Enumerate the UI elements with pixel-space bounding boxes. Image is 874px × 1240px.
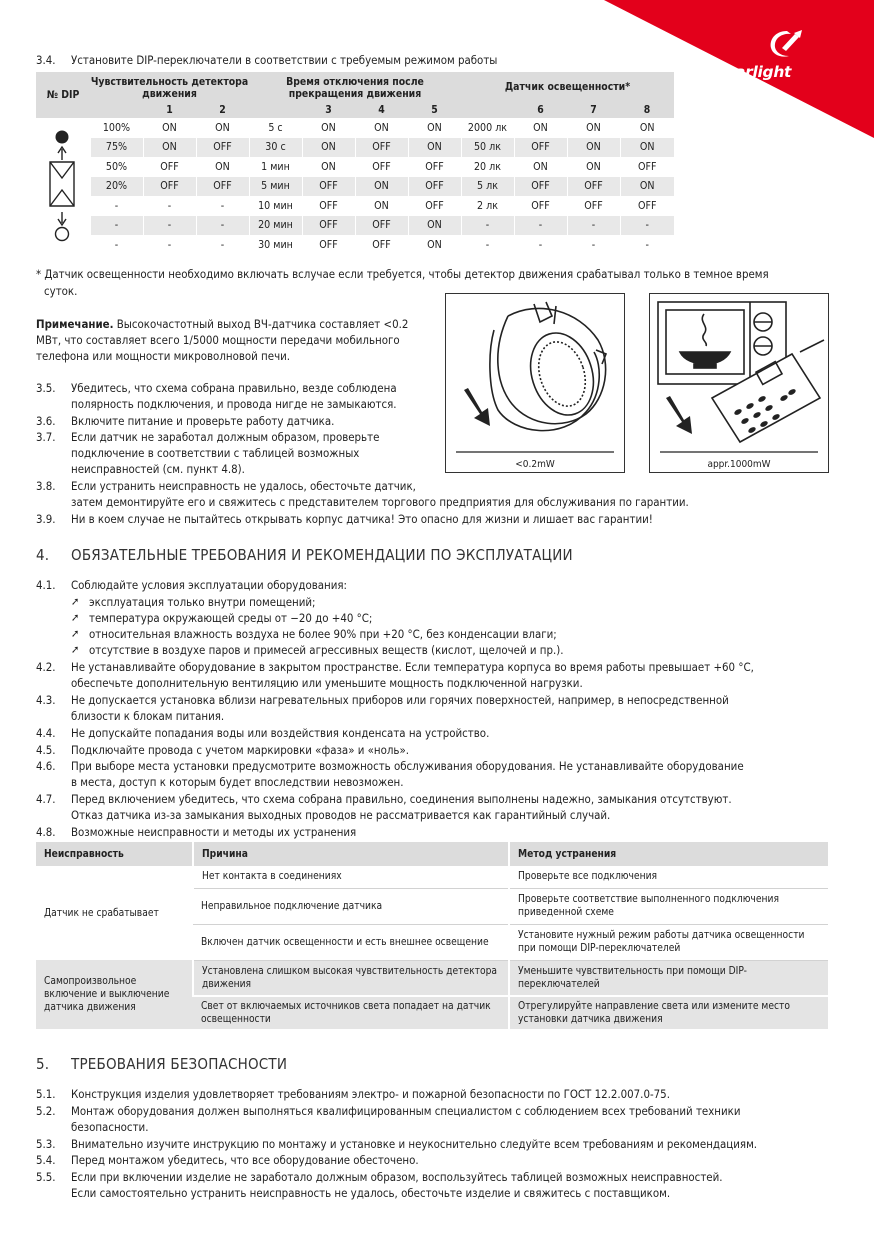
item-text: затем демонтируйте его и свяжитесь с представителем торгового предприятия для обслуживания по гарантии. — [71, 495, 689, 509]
section-title: ТРЕБОВАНИЯ БЕЗОПАСНОСТИ — [71, 1055, 288, 1073]
item-text: Внимательно изучите инструкцию по монтажу и установке и неукоснительно следуйте всем требованиям и рекомендациям. — [71, 1137, 758, 1151]
footnote-line: суток. — [44, 284, 78, 298]
dip-cell: ON — [514, 118, 567, 138]
dip-cell: 100% — [90, 118, 143, 138]
item-number: 4.7. — [36, 792, 56, 806]
item-text: в места, доступ к которым будет впоследствии невозможен. — [71, 775, 404, 789]
dip-cell: ON — [620, 118, 674, 138]
dip-cell: OFF — [143, 177, 196, 197]
item-number: 4.1. — [36, 578, 56, 592]
dip-cell: - — [620, 235, 674, 255]
item-text: неисправностей (см. пункт 4.8). — [71, 462, 245, 476]
note-text: МВт, что составляет всего 1/5000 мощности передачи мобильного — [36, 333, 400, 347]
dip-cell: ON — [143, 118, 196, 138]
dip-cell: OFF — [196, 177, 249, 197]
dip-cell: ON — [143, 138, 196, 158]
item-number: 3.5. — [36, 381, 56, 395]
arlight-logo — [735, 28, 835, 88]
dip-cell: OFF — [567, 177, 620, 197]
dip-cell: - — [90, 235, 143, 255]
note-paragraph — [36, 316, 408, 332]
dip-row — [36, 177, 674, 197]
item-number: 4.2. — [36, 660, 56, 674]
dip-cell: ON — [620, 177, 674, 197]
figure-caption: <0.2mW — [515, 459, 555, 470]
fault-cell: Самопроизвольное включение и выключение датчика движения — [36, 960, 193, 1030]
dip-cell: ON — [302, 118, 355, 138]
bullet-arrow-icon: ➚ — [71, 643, 80, 656]
dip-cell: ON — [302, 157, 355, 177]
bullet-text: температура окружающей среды от −20 до +40 °С; — [89, 611, 373, 625]
note-label: Примечание. — [36, 317, 114, 331]
item-text: безопасности. — [71, 1120, 149, 1134]
bullet-text: относительная влажность воздуха не более 90% при +20 °С, без конденсации влаги; — [89, 627, 557, 641]
dip-cell: OFF — [514, 177, 567, 197]
dip-cell: OFF — [302, 196, 355, 216]
cause-cell: Нет контакта в соединениях — [193, 866, 509, 888]
cause-header: Причина — [193, 842, 509, 866]
dip-row — [36, 157, 674, 177]
dip-row — [36, 196, 674, 216]
dip-cell: - — [514, 235, 567, 255]
dip-cell: 5 с — [249, 118, 302, 138]
dip-cell: 2000 лк — [461, 118, 514, 138]
header-sensitivity: Чувствительность детектора движения — [90, 72, 249, 102]
fault-header: Неисправность — [36, 842, 193, 866]
dip-number: 5 — [408, 102, 461, 118]
item-text: Не устанавливайте оборудование в закрытом пространстве. Если температура корпуса во время работы превышает +60 °С, — [71, 660, 754, 674]
dip-row — [36, 235, 674, 255]
dip-cell: ON — [302, 138, 355, 158]
dip-cell: 75% — [90, 138, 143, 158]
dip-cell: - — [620, 216, 674, 236]
dip-cell: OFF — [620, 157, 674, 177]
figure-caption: appr.1000mW — [707, 459, 771, 470]
item-number: 3.9. — [36, 512, 56, 526]
dip-cell: 20 мин — [249, 216, 302, 236]
dip-cell: ON — [567, 118, 620, 138]
dip-cell: OFF — [143, 157, 196, 177]
dip-cell: - — [143, 196, 196, 216]
dip-cell: - — [143, 216, 196, 236]
fault-table — [36, 842, 828, 1031]
dip-cell: ON — [355, 177, 408, 197]
item-text: Если устранить неисправность не удалось, обесточьте датчик, — [71, 479, 416, 493]
dip-number: 1 — [143, 102, 196, 118]
dip-cell: 20% — [90, 177, 143, 197]
item-text: близости к блокам питания. — [71, 709, 225, 723]
dip-cell: - — [143, 235, 196, 255]
item-text: Возможные неисправности и методы их устранения — [71, 825, 357, 839]
dip-cell: - — [90, 196, 143, 216]
item-text: подключение в соответствии с таблицей возможных — [71, 446, 360, 460]
fault-cell: Датчик не срабатывает — [36, 866, 193, 960]
method-header: Метод устранения — [509, 842, 828, 866]
dip-switch-table — [36, 72, 674, 255]
item-number: 5.3. — [36, 1137, 56, 1151]
cause-cell: Свет от включаемых источников света попадает на датчик освещенности — [193, 996, 509, 1030]
dip-cell: 1 мин — [249, 157, 302, 177]
dip-cell: 50 лк — [461, 138, 514, 158]
dip-cell: OFF — [408, 177, 461, 197]
dip-cell: ON — [408, 118, 461, 138]
item-text: Не допускайте попадания воды или воздействия конденсата на устройство. — [71, 726, 490, 740]
dip-number: 7 — [567, 102, 620, 118]
item-number: 4.6. — [36, 759, 56, 773]
cause-cell: Включен датчик освещенности и есть внешнее освещение — [193, 924, 509, 960]
section-heading — [36, 547, 573, 563]
dip-number: 3 — [302, 102, 355, 118]
item-text: При выборе места установки предусмотрите возможность обслуживания оборудования. Не устанавливайте оборудование — [71, 759, 744, 773]
bullet-text: эксплуатация только внутри помещений; — [89, 595, 316, 609]
item-number: 5.4. — [36, 1153, 56, 1167]
dip-cell: OFF — [514, 196, 567, 216]
bullet-arrow-icon: ➚ — [71, 595, 80, 608]
dip-cell: - — [90, 216, 143, 236]
item-text: Перед монтажом убедитесь, что все оборудование обесточено. — [71, 1153, 419, 1167]
section-number: 4. — [36, 546, 50, 564]
dip-number: 8 — [620, 102, 674, 118]
method-cell: Проверьте соответствие выполненного подключения приведенной схеме — [509, 888, 828, 924]
dip-cell: - — [196, 235, 249, 255]
section-title: ОБЯЗАТЕЛЬНЫЕ ТРЕБОВАНИЯ И РЕКОМЕНДАЦИИ ПО ЭКСПЛУАТАЦИИ — [71, 546, 573, 564]
dip-number: 6 — [514, 102, 567, 118]
item-text: Ни в коем случае не пытайтесь открывать корпус датчика! Это опасно для жизни и лишает вас гарантии! — [71, 512, 653, 526]
dip-cell: OFF — [567, 196, 620, 216]
dip-cell: - — [461, 216, 514, 236]
dip-number: 4 — [355, 102, 408, 118]
dip-cell: 50% — [90, 157, 143, 177]
dip-switch-icon — [44, 128, 82, 244]
item-number: 3.7. — [36, 430, 56, 444]
sensor-figure — [445, 293, 625, 473]
dip-cell: - — [514, 216, 567, 236]
item-number: 4.3. — [36, 693, 56, 707]
dip-cell: ON — [514, 157, 567, 177]
note-text: Высокочастотный выход ВЧ-датчика составляет <0.2 — [113, 317, 409, 331]
dip-cell: OFF — [355, 157, 408, 177]
appliances-figure — [649, 293, 829, 473]
bullet-text: отсутствие в воздухе паров и примесей агрессивных веществ (кислот, щелочей и пр.). — [89, 643, 564, 657]
dip-cell: OFF — [408, 196, 461, 216]
dip-cell: - — [196, 196, 249, 216]
dip-row — [36, 118, 674, 138]
item-text: Убедитесь, что схема собрана правильно, везде соблюдена — [71, 381, 397, 395]
item-text: Монтаж оборудования должен выполняться квалифицированным специалистом с соблюдением всех требований техники — [71, 1104, 741, 1118]
item-number: 3.6. — [36, 414, 56, 428]
dip-cell: ON — [408, 216, 461, 236]
item-number: 4.4. — [36, 726, 56, 740]
dip-row — [36, 138, 674, 158]
dip-cell: OFF — [196, 138, 249, 158]
item-number: 4.5. — [36, 743, 56, 757]
dip-cell: 20 лк — [461, 157, 514, 177]
dip-cell: - — [196, 216, 249, 236]
item-text: Включите питание и проверьте работу датчика. — [71, 414, 335, 428]
dip-cell: - — [567, 235, 620, 255]
method-cell: Установите нужный режим работы датчика освещенности при помощи DIP-переключателей — [509, 924, 828, 960]
motion-sensor-illustration — [446, 294, 624, 472]
dip-cell: - — [567, 216, 620, 236]
header-light-sensor: Датчик освещенности* — [461, 72, 674, 102]
cause-cell: Установлена слишком высокая чувствительность детектора движения — [193, 960, 509, 996]
dip-cell: OFF — [355, 138, 408, 158]
cause-cell: Неправильное подключение датчика — [193, 888, 509, 924]
header-dip: № DIP — [36, 72, 90, 118]
method-cell: Проверьте все подключения — [509, 866, 828, 888]
section-heading — [36, 1056, 287, 1072]
dip-cell: OFF — [302, 235, 355, 255]
item-text: обеспечьте дополнительную вентиляцию или уменьшите мощность подключенной нагрузки. — [71, 676, 583, 690]
note-text: телефона или мощности микроволновой печи. — [36, 349, 291, 363]
item-number: 5.5. — [36, 1170, 56, 1184]
microwave-phone-illustration — [650, 294, 828, 472]
item-text: Подключайте провода с учетом маркировки «фаза» и «ноль». — [71, 743, 409, 757]
dip-cell: OFF — [620, 196, 674, 216]
dip-row — [36, 216, 674, 236]
item-number: 5.1. — [36, 1087, 56, 1101]
header-timeout: Время отключения после прекращения движения — [249, 72, 461, 102]
dip-cell: ON — [355, 118, 408, 138]
item-number: 5.2. — [36, 1104, 56, 1118]
dip-cell: OFF — [355, 235, 408, 255]
item-text: Перед включением убедитесь, что схема собрана правильно, соединения выполнены надежно, замыкания отсутствуют. — [71, 792, 732, 806]
item-number: 4.8. — [36, 825, 56, 839]
dip-number: 2 — [196, 102, 249, 118]
dip-cell: ON — [567, 157, 620, 177]
item-text: Если датчик не заработал должным образом, проверьте — [71, 430, 380, 444]
item-number: 3.8. — [36, 479, 56, 493]
item-text: Установите DIP-переключатели в соответствии с требуемым режимом работы — [71, 53, 498, 67]
logo-swoosh-icon — [765, 28, 805, 62]
dip-cell: ON — [408, 235, 461, 255]
item-text: Если самостоятельно устранить неисправность не удалось, обесточьте изделие и свяжитесь с поставщиком. — [71, 1186, 671, 1200]
bullet-arrow-icon: ➚ — [71, 611, 80, 624]
item-text: Не допускается установка вблизи нагревательных приборов или горячих поверхностей, например, в непосредственной — [71, 693, 729, 707]
section-number: 5. — [36, 1055, 50, 1073]
dip-cell: ON — [408, 138, 461, 158]
dip-cell: ON — [355, 196, 408, 216]
bullet-arrow-icon: ➚ — [71, 627, 80, 640]
dip-cell: OFF — [302, 216, 355, 236]
dip-cell: OFF — [514, 138, 567, 158]
item-text: Если при включении изделие не заработало должным образом, воспользуйтесь таблицей возможных неисправностей. — [71, 1170, 723, 1184]
dip-cell: ON — [196, 157, 249, 177]
dip-cell: ON — [196, 118, 249, 138]
item-text: Конструкция изделия удовлетворяет требованиям электро- и пожарной безопасности по ГОСТ 12.2.007.0-75. — [71, 1087, 670, 1101]
item-text: Отказ датчика из-за замыкания выходных проводов не рассматривается как гарантийный случай. — [71, 808, 611, 822]
method-cell: Уменьшите чувствительность при помощи DIP-переключателей — [509, 960, 828, 996]
item-number: 3.4. — [36, 53, 56, 67]
dip-cell: 5 мин — [249, 177, 302, 197]
dip-cell: 2 лк — [461, 196, 514, 216]
dip-cell: OFF — [302, 177, 355, 197]
dip-cell: 10 мин — [249, 196, 302, 216]
dip-cell: 30 с — [249, 138, 302, 158]
dip-cell: - — [461, 235, 514, 255]
item-text: Соблюдайте условия эксплуатации оборудования: — [71, 578, 348, 592]
logo-text: arlight — [735, 63, 792, 81]
dip-cell: OFF — [355, 216, 408, 236]
item-text: полярность подключения, и провода нигде не замыкаются. — [71, 397, 397, 411]
dip-cell: ON — [567, 138, 620, 158]
footnote-line: * Датчик освещенности необходимо включать вслучае если требуется, чтобы детектор движения срабатывал только в темное время — [36, 267, 769, 281]
dip-cell: ON — [620, 138, 674, 158]
dip-cell: 5 лк — [461, 177, 514, 197]
method-cell: Отрегулируйте направление света или измените место установки датчика движения — [509, 996, 828, 1030]
dip-cell: 30 мин — [249, 235, 302, 255]
dip-cell: OFF — [408, 157, 461, 177]
